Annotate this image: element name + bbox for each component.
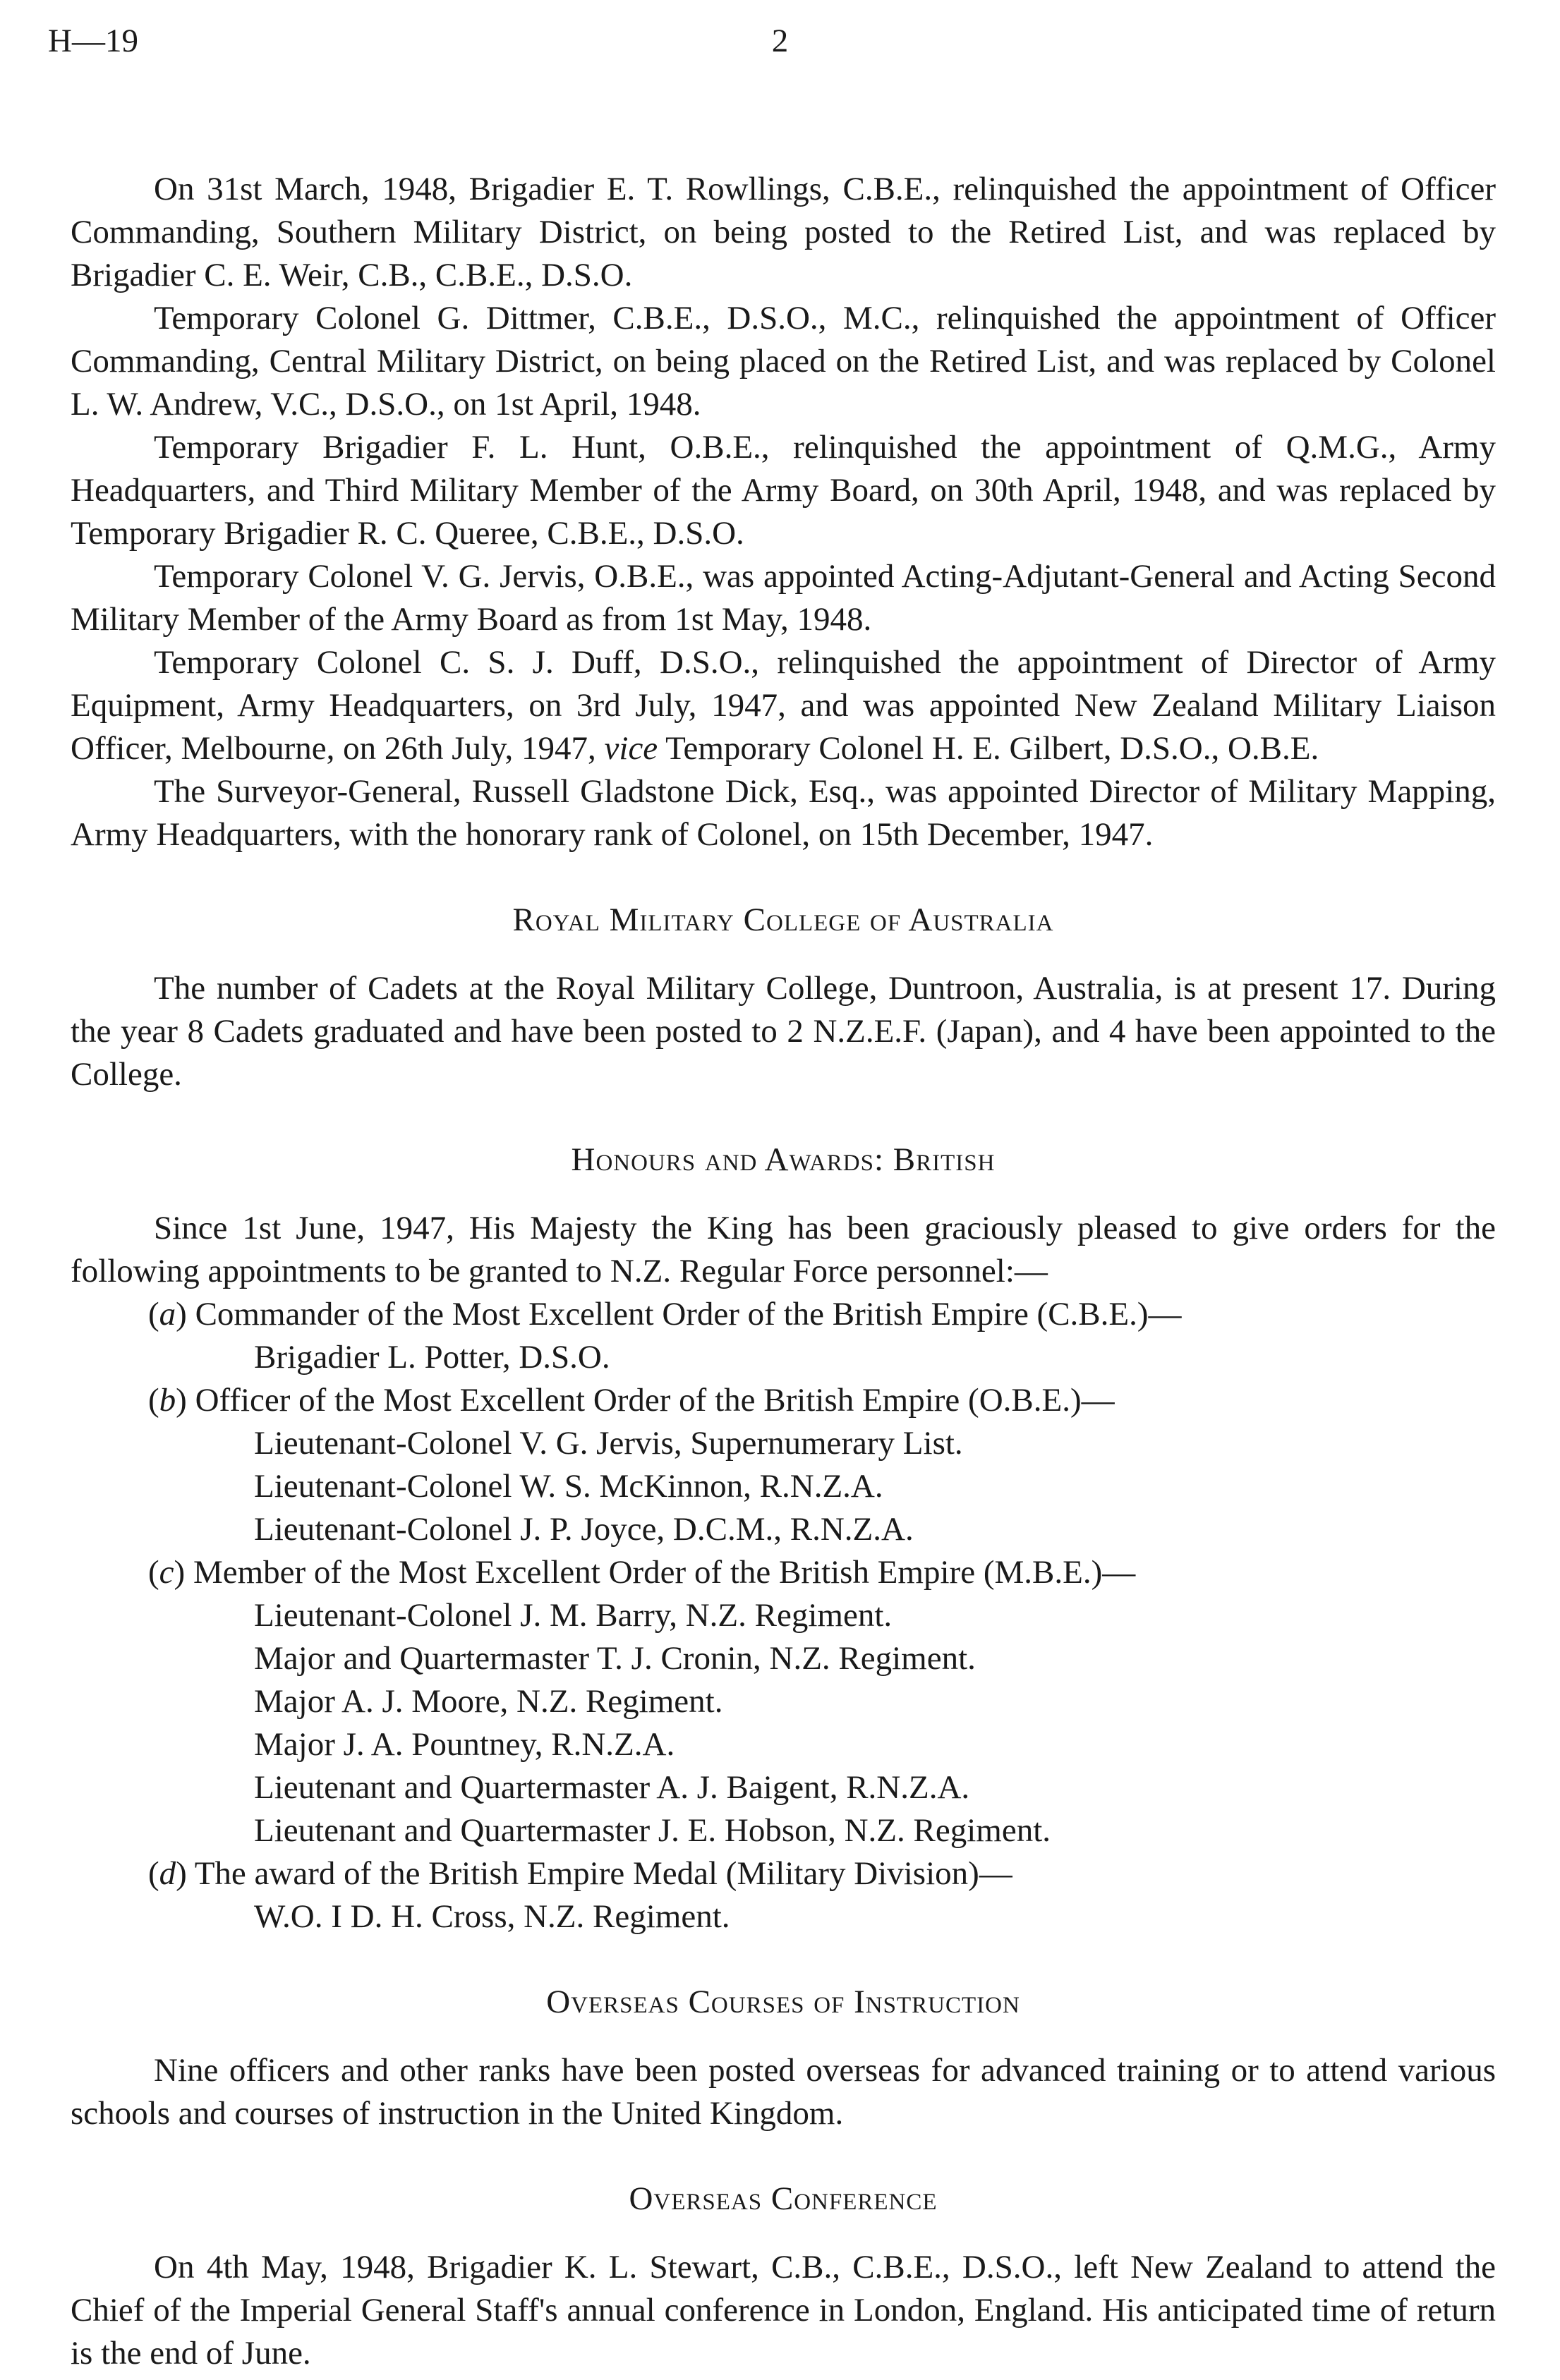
paragraph-conference: On 4th May, 1948, Brigadier K. L. Stewart, C.B., C.B.E., D.S.O., left New Zealand to attend the Chief of the Imperial General Staff's annual conference in London, England. His anticipated time of return is the end of June. — [71, 2249, 1496, 2372]
paragraph-jervis: Temporary Colonel V. G. Jervis, O.B.E., was appointed Acting-Adjutant-General and Acting Second Military Member of the Army Board as from 1st May, 1948. — [71, 558, 1496, 638]
paragraph-rmc: The number of Cadets at the Royal Military College, Duntroon, Australia, is at present 17. During the year 8 Cadets graduated and have been posted to 2 N.Z.E.F. (Japan), and 4 have been appointed to the College. — [71, 970, 1496, 1093]
awards-list — [71, 1293, 1496, 1938]
award-recipient: Major A. J. Moore, N.Z. Regiment. — [254, 1683, 723, 1720]
award-letter: d — [159, 1855, 176, 1892]
paragraph-rowllings: On 31st March, 1948, Brigadier E. T. Rowllings, C.B.E., relinquished the appointment of Officer Commanding, Southern Military District, on being posted to the Retired List, and was replaced by Brigadier C. E. Weir, C.B., C.B.E., D.S.O. — [71, 171, 1496, 293]
award-group-d — [71, 1852, 1496, 1938]
award-title: (b) Officer of the Most Excellent Order of the British Empire (O.B.E.)— — [148, 1382, 1115, 1419]
section-heading-honours: Honours and Awards: British — [571, 1141, 996, 1178]
paragraph-dittmer: Temporary Colonel G. Dittmer, C.B.E., D.S.O., M.C., relinquished the appointment of Officer Commanding, Central Military District, on being placed on the Retired List, and was replaced by Colonel L. W. Andrew, V.C., D.S.O., on 1st April, 1948. — [71, 300, 1496, 423]
paragraph-honours-intro: Since 1st June, 1947, His Majesty the King has been graciously pleased to give orders for the following appointments to be granted to N.Z. Regular Force personnel:— — [71, 1210, 1496, 1289]
page-reference: H—19 — [48, 23, 138, 59]
award-title: (c) Member of the Most Excellent Order of the British Empire (M.B.E.)— — [148, 1554, 1136, 1591]
paragraph-courses: Nine officers and other ranks have been posted overseas for advanced training or to attend various schools and courses of instruction in the United Kingdom. — [71, 2052, 1496, 2132]
award-group-b — [71, 1379, 1496, 1551]
paragraph-surveyor-general: The Surveyor-General, Russell Gladstone Dick, Esq., was appointed Director of Military Mapping, Army Headquarters, with the honorary rank of Colonel, on 15th December, 1947. — [71, 773, 1496, 853]
page-number: 2 — [771, 23, 789, 59]
award-recipient: Lieutenant-Colonel V. G. Jervis, Supernumerary List. — [254, 1425, 963, 1462]
award-letter: b — [159, 1382, 176, 1419]
paragraph-hunt: Temporary Brigadier F. L. Hunt, O.B.E., relinquished the appointment of Q.M.G., Army Headquarters, and Third Military Member of the Army Board, on 30th April, 1948, and was replaced by Temporary Brigadier R. C. Queree, C.B.E., D.S.O. — [71, 429, 1496, 552]
award-recipient: Major and Quartermaster T. J. Cronin, N.Z. Regiment. — [254, 1640, 976, 1677]
duff-text-before: Temporary Colonel C. S. J. Duff, D.S.O., relinquished the appointment of Director of Army Equipment, Army Headquarters, on 3rd July, 1947, and was appointed New Zealand Military Liaison Officer, Melbourne, on 26th July, 1947, — [71, 644, 1496, 767]
award-recipient: Lieutenant and Quartermaster J. E. Hobson, N.Z. Regiment. — [254, 1812, 1051, 1849]
award-group-c — [71, 1551, 1496, 1852]
award-letter: a — [159, 1296, 176, 1332]
award-group-a — [71, 1293, 1496, 1379]
body-text — [71, 168, 1496, 2375]
section-heading-courses: Overseas Courses of Instruction — [546, 1984, 1020, 2020]
running-header — [0, 20, 1560, 69]
section-heading-conference: Overseas Conference — [629, 2180, 938, 2217]
paragraph-duff — [71, 641, 1496, 770]
award-title: (d) The award of the British Empire Medal (Military Division)— — [148, 1855, 1012, 1892]
award-recipient: Major J. A. Pountney, R.N.Z.A. — [254, 1726, 675, 1763]
award-recipient: Lieutenant-Colonel J. P. Joyce, D.C.M., R.N.Z.A. — [254, 1511, 914, 1548]
award-title: (a) Commander of the Most Excellent Order of the British Empire (C.B.E.)— — [148, 1296, 1182, 1332]
duff-text-after: Temporary Colonel H. E. Gilbert, D.S.O., O.B.E. — [658, 730, 1319, 767]
award-recipient: W.O. I D. H. Cross, N.Z. Regiment. — [254, 1898, 730, 1935]
award-letter: c — [159, 1554, 174, 1591]
section-heading-rmc: Royal Military College of Australia — [512, 901, 1054, 938]
duff-text-vice: vice — [604, 730, 658, 767]
award-recipient: Lieutenant-Colonel J. M. Barry, N.Z. Regiment. — [254, 1597, 893, 1634]
award-recipient: Brigadier L. Potter, D.S.O. — [254, 1339, 610, 1376]
award-recipient: Lieutenant-Colonel W. S. McKinnon, R.N.Z.A. — [254, 1468, 883, 1505]
award-recipient: Lieutenant and Quartermaster A. J. Baigent, R.N.Z.A. — [254, 1769, 970, 1806]
